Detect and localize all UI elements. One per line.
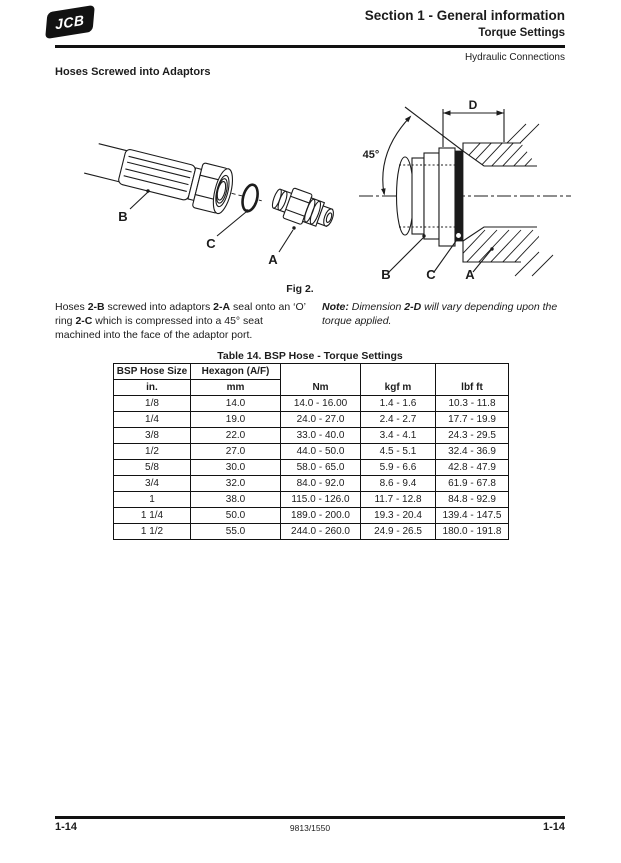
torque-table-body [114,396,509,540]
table-cell: 1.4 - 1.6 [361,396,436,412]
table-cell: 58.0 - 65.0 [281,460,361,476]
table-cell: 38.0 [191,492,281,508]
table-row [114,524,509,540]
table-cell: 32.4 - 36.9 [436,444,509,460]
table-cell: 14.0 [191,396,281,412]
col-header-bsp-hose-size: BSP Hose Size [114,364,191,380]
figure-hose-adaptor-exploded [55,95,345,280]
table-cell: 30.0 [191,460,281,476]
ref-2c: 2-C [75,314,93,327]
dimension-d-label: D [468,98,478,112]
table-row [114,396,509,412]
table-cell: 139.4 - 147.5 [436,508,509,524]
table-cell: 5/8 [114,460,191,476]
o-ring [240,183,260,213]
table-cell: 189.0 - 200.0 [281,508,361,524]
table-cell: 1/4 [114,412,191,428]
ref-2b: 2-B [87,301,105,313]
table-cell: 84.8 - 92.9 [436,492,509,508]
table-cell: 17.7 - 19.9 [436,412,509,428]
header-rule [55,45,565,48]
table-header-row [114,364,509,380]
page-heading: Hoses Screwed into Adaptors [55,66,211,78]
table-row [114,476,509,492]
unit-in: in. [114,380,191,396]
o-ring-seal [455,151,463,241]
adaptor-fitting [269,183,338,234]
table-cell: 3.4 - 4.1 [361,428,436,444]
section-drawing [359,107,571,276]
callout-b: B [118,209,128,224]
table-title: Table 14. BSP Hose - Torque Settings [217,350,403,362]
body-text: seal onto an ‘O’ ring [55,301,306,327]
body-text: which is compressed into a 45° seat machined into the face of the adaptor port. [55,314,263,341]
hose-with-nut [82,135,267,223]
table-cell: 24.3 - 29.5 [436,428,509,444]
note-text: will vary depending upon the torque applied. [322,301,558,327]
fitting-section [397,148,464,246]
col-header-kgfm: kgf m [361,364,436,396]
body-text: Hoses [55,301,88,313]
footer-page-number-left: 1-14 [55,821,78,833]
table-cell: 61.9 - 67.8 [436,476,509,492]
ref-2a: 2-A [213,301,231,313]
table-cell: 27.0 [191,444,281,460]
table-cell: 180.0 - 191.8 [436,524,509,540]
table-row [114,460,509,476]
callout-b: B [381,267,391,280]
table-cell: 4.5 - 5.1 [361,444,436,460]
table-row [114,508,509,524]
col-header-hexagon: Hexagon (A/F) [191,364,281,380]
header-right [365,8,565,39]
table-cell: 1/8 [114,396,191,412]
table-cell: 3/4 [114,476,191,492]
note-paragraph [322,301,570,329]
angle-45-label: 45° [362,149,380,161]
table-cell: 10.3 - 11.8 [436,396,509,412]
table-cell: 24.9 - 26.5 [361,524,436,540]
footer-doc-ref: 9813/1550 [289,823,331,833]
table-cell: 84.0 - 92.0 [281,476,361,492]
hose-assembly-drawing [82,135,337,252]
col-header-nm: Nm [281,364,361,396]
table-cell: 1 1/4 [114,508,191,524]
table-cell: 115.0 - 126.0 [281,492,361,508]
table-row [114,492,509,508]
section-subtitle: Torque Settings [478,26,565,39]
table-cell: 8.6 - 9.4 [361,476,436,492]
torque-settings-table [113,363,509,540]
table-cell: 24.0 - 27.0 [281,412,361,428]
table-row [114,428,509,444]
callout-a: A [268,252,278,267]
footer-page-number-right: 1-14 [542,821,565,833]
table-cell: 11.7 - 12.8 [361,492,436,508]
table-cell: 19.3 - 20.4 [361,508,436,524]
dimension-d [443,109,504,147]
table-cell: 50.0 [191,508,281,524]
table-cell: 55.0 [191,524,281,540]
table-cell: 14.0 - 16.00 [281,396,361,412]
table-cell: 244.0 - 260.0 [281,524,361,540]
body-text: screwed into adaptors [104,301,214,313]
note-text: Dimension [348,301,405,313]
figure-caption: Fig 2. [286,283,314,295]
header-context: Hydraulic Connections [464,52,565,63]
note-label: Note: [322,301,349,313]
table-row [114,412,509,428]
table-cell: 1 [114,492,191,508]
seat-construction-line [405,107,463,151]
port-block [451,124,553,276]
table-cell: 32.0 [191,476,281,492]
jcb-logo-text: JCB [55,11,85,33]
table-cell: 2.4 - 2.7 [361,412,436,428]
table-cell: 22.0 [191,428,281,444]
unit-mm: mm [191,380,281,396]
table-cell: 44.0 - 50.0 [281,444,361,460]
table-cell: 5.9 - 6.6 [361,460,436,476]
jcb-logo-icon [45,5,95,39]
col-header-lbfft: lbf ft [436,364,509,396]
section-title: Section 1 - General information [364,8,565,23]
footer-rule [55,816,565,819]
table-cell: 19.0 [191,412,281,428]
table-row [114,444,509,460]
table-cell: 1 1/2 [114,524,191,540]
callout-c: C [206,236,216,251]
table-cell: 33.0 - 40.0 [281,428,361,444]
callout-c: C [426,267,436,280]
table-cell: 1/2 [114,444,191,460]
callout-a: A [465,267,475,280]
table-cell: 3/8 [114,428,191,444]
ref-2d: 2-D [404,301,422,313]
body-paragraph [55,301,310,343]
table-cell: 42.8 - 47.9 [436,460,509,476]
figure-adaptor-section [355,90,575,280]
